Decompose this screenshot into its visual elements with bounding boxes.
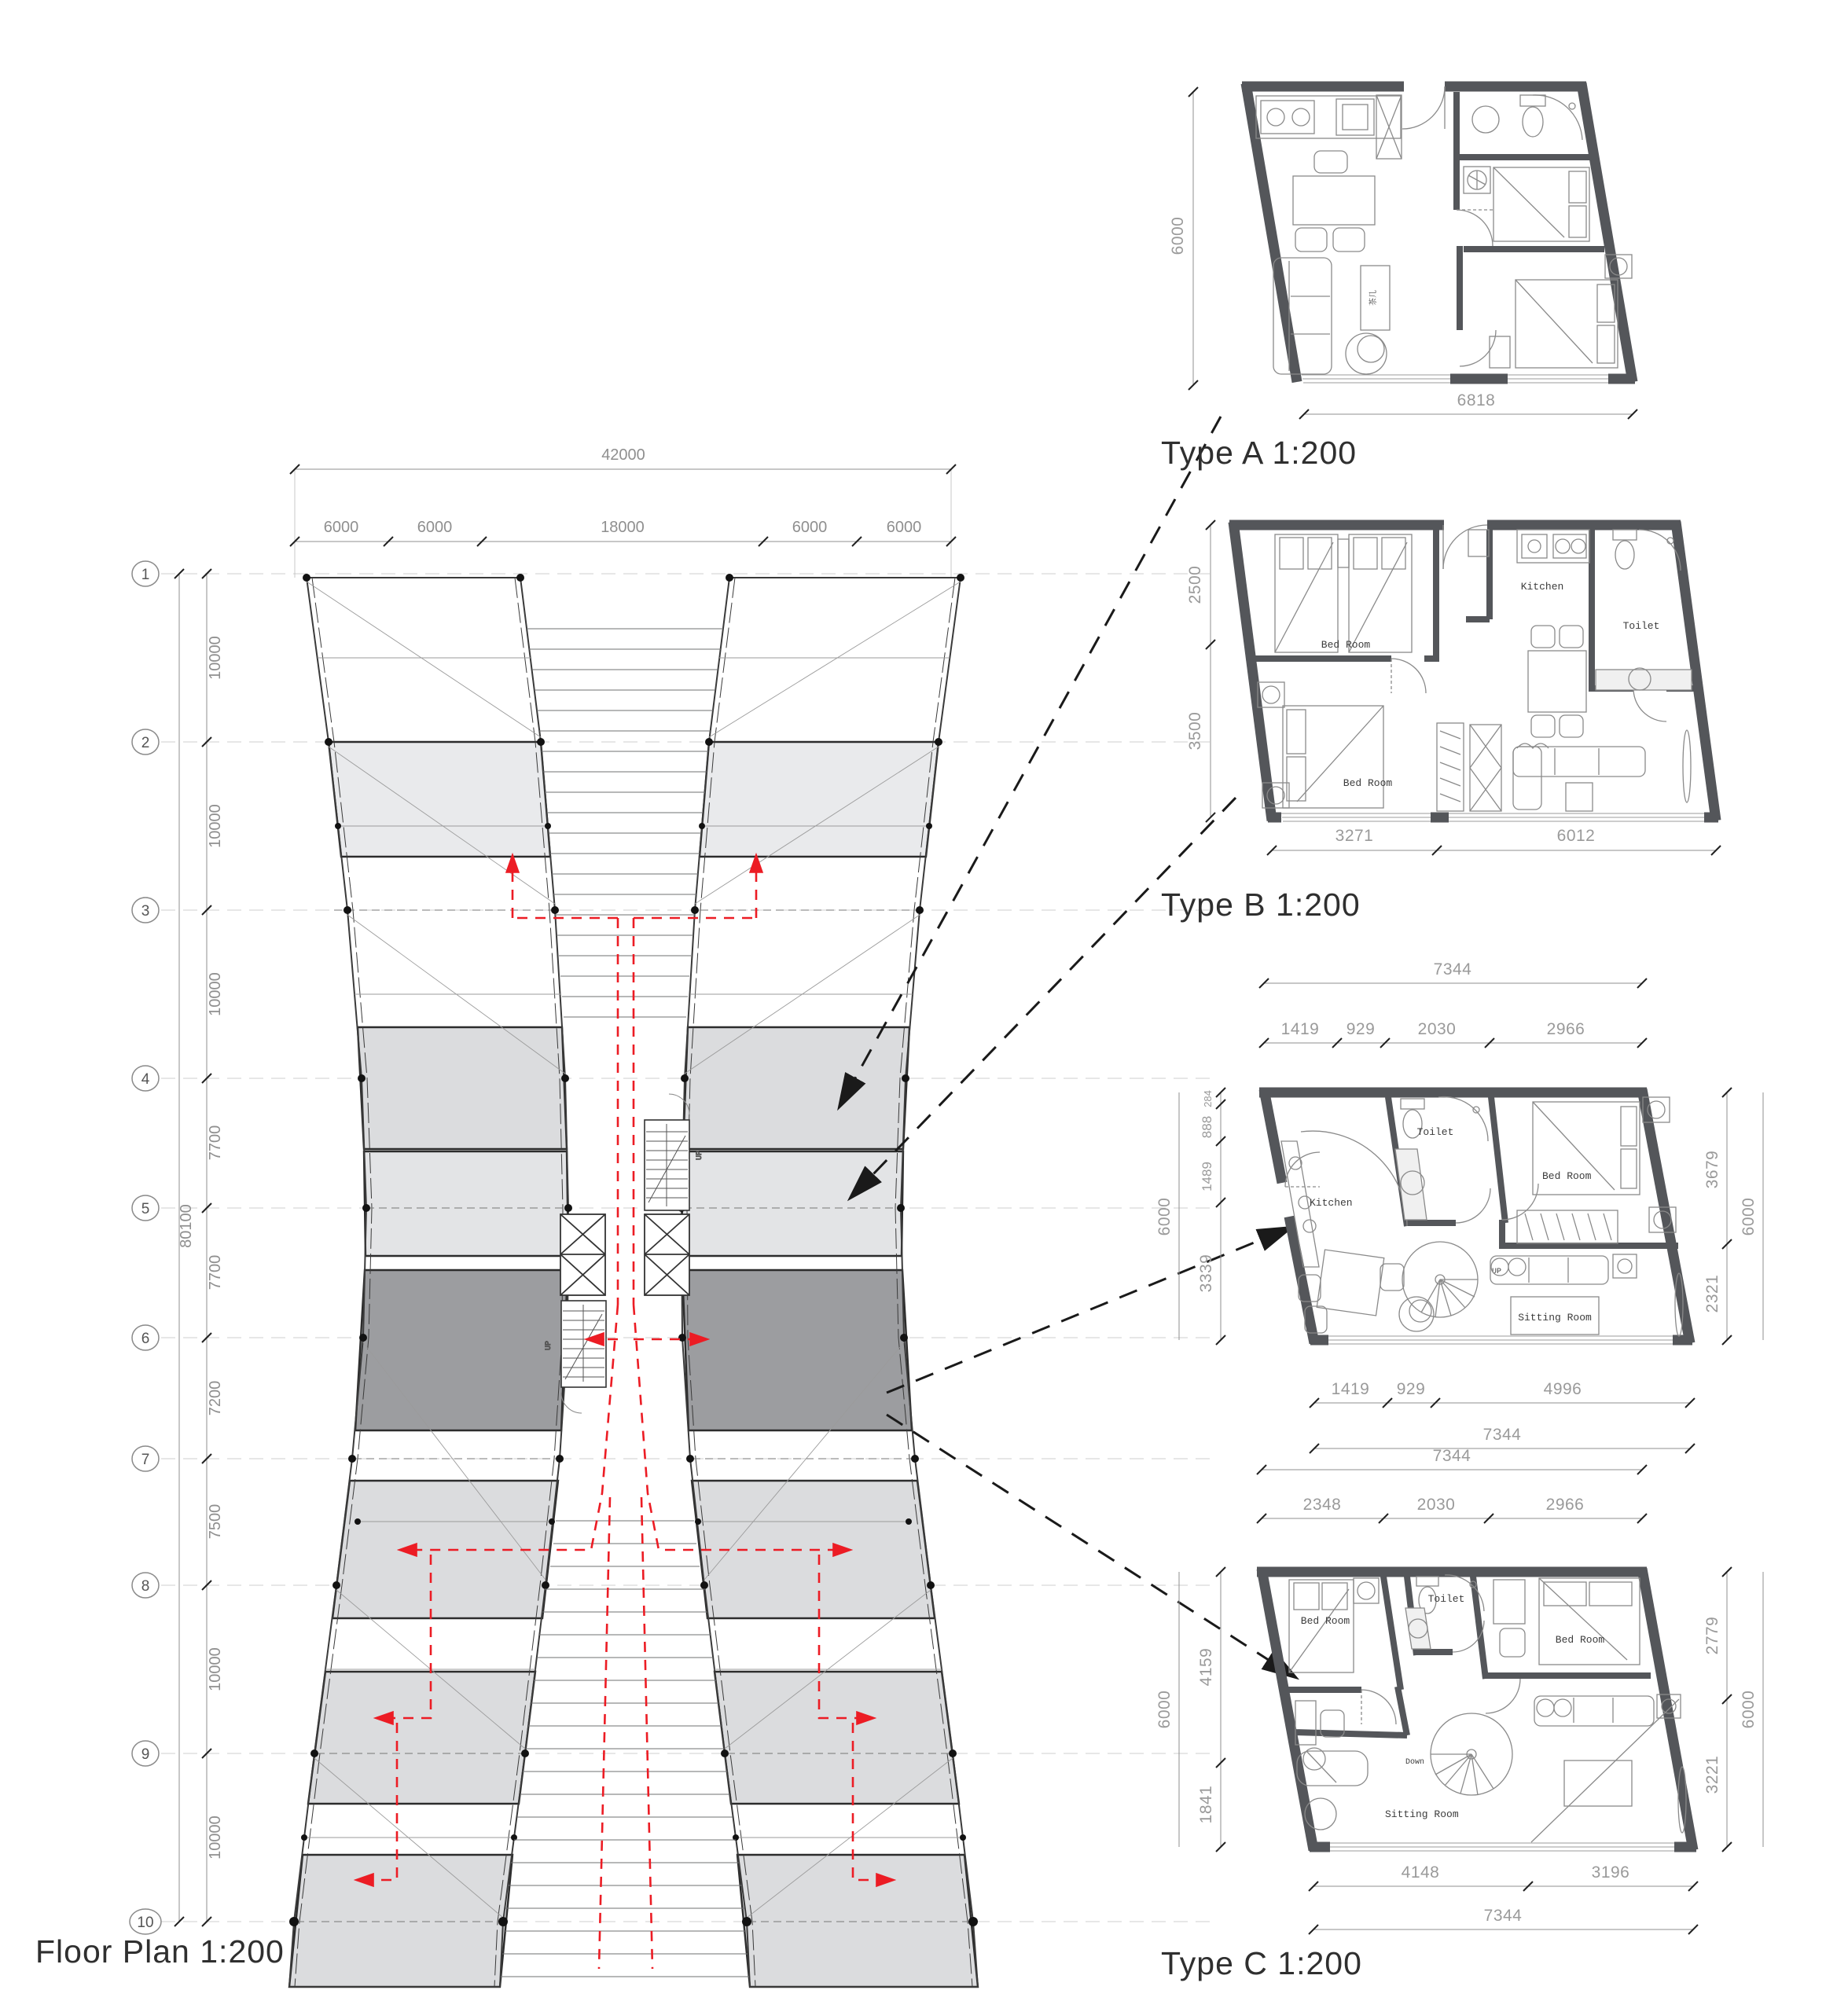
- dim-type-b: 3500: [1186, 711, 1204, 751]
- chair-icon: [1531, 715, 1555, 737]
- dim-c-upper: 7344: [1433, 960, 1472, 978]
- chair-icon: [1531, 626, 1555, 648]
- room-label: Bed Room: [1555, 1634, 1605, 1646]
- dim-c-upper: 284: [1202, 1090, 1214, 1107]
- floor-plan: [35, 417, 1295, 1987]
- dim-top: 6000: [886, 519, 922, 536]
- type-a-title: Type A 1:200: [1161, 435, 1358, 471]
- dim-top: 6000: [417, 519, 453, 536]
- dim-c-upper: 1419: [1280, 1020, 1320, 1038]
- type-a-walls: [1242, 83, 1635, 383]
- dim-c-lower: 2966: [1545, 1496, 1585, 1514]
- core-elevators: [560, 1214, 689, 1295]
- dim-c-upper: 6000: [1155, 1197, 1174, 1236]
- stove-burner-icon: [1292, 108, 1310, 126]
- room-label: Sitting Room: [1518, 1312, 1592, 1324]
- type-b-living: [1513, 730, 1691, 811]
- coffee-table-icon: [1564, 1760, 1632, 1806]
- dim-c-lower: 4148: [1401, 1863, 1440, 1882]
- type-c-title: Type C 1:200: [1161, 1945, 1362, 1981]
- grid-bubbles: [130, 561, 161, 1934]
- vanity-counter: [1596, 670, 1692, 690]
- toilet-icon: [1401, 1099, 1424, 1109]
- dark-unit-left: [355, 1270, 568, 1430]
- grid-label: 3: [141, 903, 150, 920]
- dim-c-lower: 3221: [1703, 1755, 1721, 1794]
- dim-c-upper: 929: [1346, 1020, 1376, 1038]
- room-label: Kitchen: [1520, 581, 1564, 593]
- vanity-counter: [1395, 1149, 1427, 1220]
- toilet-icon: [1520, 95, 1545, 106]
- shaft-icon: [1470, 725, 1501, 811]
- dim-c-lower: 7344: [1432, 1447, 1471, 1465]
- room-label: Bed Room: [1321, 639, 1371, 651]
- top-dimension-chain: [290, 446, 956, 578]
- dim-c-lower: 6000: [1740, 1690, 1758, 1729]
- dim-type-a-left: 6000: [1169, 216, 1187, 255]
- dim-c-upper: 1489: [1200, 1162, 1214, 1191]
- dim-c-lower: 6000: [1155, 1690, 1174, 1729]
- grid-label: 6: [141, 1331, 150, 1347]
- vanity-counter: [1405, 1608, 1431, 1649]
- dim-c-upper: 4996: [1543, 1380, 1582, 1398]
- dim-type-b: 6012: [1556, 827, 1596, 845]
- stove-burner-icon: [1303, 1220, 1316, 1232]
- side-table-icon: [1613, 1254, 1637, 1278]
- grid-label: 4: [141, 1071, 150, 1088]
- dim-left: 10000: [207, 1816, 224, 1860]
- sink-icon: [1289, 1157, 1302, 1169]
- dining-table-icon: [1293, 176, 1375, 225]
- type-b-bedroom-1: [1275, 534, 1412, 652]
- grid-label: 2: [141, 735, 150, 751]
- top-bridge-hatch: [527, 629, 723, 1017]
- chair-icon: [1560, 626, 1583, 648]
- grid-label: 10: [137, 1915, 154, 1931]
- dim-top: 6000: [792, 519, 828, 536]
- dim-top: 6000: [323, 519, 359, 536]
- floor-plan-title: Floor Plan 1:200: [35, 1933, 285, 1970]
- type-a-plan: [1161, 83, 1637, 471]
- dim-c-upper: 2966: [1546, 1020, 1585, 1038]
- chair-icon: [1333, 228, 1365, 252]
- sink-icon: [1522, 534, 1547, 558]
- dim-type-b: 3271: [1335, 827, 1374, 845]
- dim-overall-height: 80100: [178, 1204, 195, 1248]
- room-label: Bed Room: [1343, 777, 1393, 789]
- shower-icon: [1533, 95, 1582, 140]
- dim-c-upper: 929: [1396, 1380, 1426, 1398]
- type-c-upper-stair: [1402, 1242, 1478, 1317]
- dim-left: 10000: [207, 972, 224, 1016]
- sofa-icon: [1534, 1696, 1654, 1726]
- type-a-kitchen: [1256, 95, 1402, 159]
- papasan-chair-icon: [1399, 1297, 1434, 1331]
- shaded-units: [289, 742, 978, 1987]
- chair-icon: [1295, 228, 1327, 252]
- tv-icon: [1683, 730, 1691, 802]
- type-b-title: Type B 1:200: [1161, 887, 1361, 923]
- desk-icon: [1493, 1580, 1525, 1624]
- chair-icon: [1560, 715, 1583, 737]
- room-label: Kitchen: [1310, 1197, 1353, 1209]
- dim-c-lower: 2779: [1703, 1616, 1721, 1655]
- sofa-icon: [1513, 747, 1645, 777]
- dim-left: 7200: [207, 1380, 224, 1416]
- fridge-icon: [1468, 530, 1489, 556]
- bed-icon: [1493, 167, 1589, 241]
- room-label: Toilet: [1622, 620, 1660, 632]
- coffee-table-label: 茶几: [1370, 290, 1379, 306]
- dim-c-lower: 4159: [1197, 1647, 1215, 1687]
- type-a-bathroom: [1472, 95, 1582, 140]
- dim-left: 10000: [207, 636, 224, 680]
- stair-up-label: UP: [545, 1340, 553, 1351]
- cushion-icon: [1508, 1258, 1526, 1276]
- dim-type-b: 2500: [1186, 565, 1204, 604]
- dark-unit-right: [682, 1270, 912, 1430]
- chaise-icon: [1297, 1751, 1368, 1786]
- toilet-icon: [1416, 1577, 1438, 1586]
- dim-c-lower: 3196: [1591, 1863, 1630, 1882]
- coffee-table-icon: [1566, 783, 1593, 811]
- stair-down-label: Down: [1405, 1758, 1425, 1767]
- nightstand-icon: [1338, 539, 1349, 567]
- grid-label: 5: [141, 1201, 150, 1217]
- dim-overall-width: 42000: [601, 446, 645, 464]
- dim-left: 10000: [207, 804, 224, 848]
- dim-c-upper: 7344: [1482, 1426, 1522, 1444]
- bed-icon: [1516, 280, 1618, 368]
- dim-c-upper: 888: [1200, 1115, 1214, 1139]
- dim-left: 7500: [207, 1503, 224, 1540]
- grid-label: 7: [141, 1452, 150, 1468]
- dim-c-upper: 2321: [1703, 1274, 1721, 1313]
- type-b-closet: [1437, 723, 1501, 811]
- toilet-icon: [1613, 530, 1637, 540]
- chair-icon: [1314, 151, 1347, 173]
- desk-icon: [1295, 1701, 1316, 1745]
- room-label: Toilet: [1427, 1593, 1465, 1605]
- stair-up-label: UP: [1492, 1268, 1502, 1276]
- dim-c-lower: 1841: [1197, 1785, 1215, 1824]
- dim-left: 7700: [207, 1125, 224, 1161]
- leader-type-b: [851, 798, 1236, 1198]
- type-c-lower-bedroom-1: [1289, 1578, 1379, 1745]
- dim-left: 7700: [207, 1254, 224, 1291]
- room-label: Sitting Room: [1385, 1808, 1459, 1820]
- dining-table-icon: [1317, 1250, 1384, 1316]
- type-b-bedroom-2: [1258, 682, 1383, 808]
- type-c-upper-plan: [1155, 960, 1763, 1453]
- dim-c-upper: 3339: [1197, 1254, 1215, 1293]
- leader-type-c-lower: [887, 1415, 1295, 1677]
- type-a-bedroom-1: [1464, 167, 1589, 241]
- type-c-upper-kitchen: [1281, 1131, 1407, 1333]
- chair-icon: [1500, 1628, 1525, 1657]
- dim-top: 18000: [601, 519, 645, 536]
- dim-c-lower: 2030: [1416, 1496, 1456, 1514]
- nightstand-icon: [1490, 336, 1510, 368]
- dim-c-upper: 2030: [1417, 1020, 1457, 1038]
- grid-label: 9: [141, 1746, 150, 1763]
- room-label: Bed Room: [1542, 1170, 1592, 1182]
- type-c-lower-bedroom-2: [1493, 1578, 1640, 1665]
- type-c-upper-toilet: [1395, 1097, 1488, 1220]
- grid-label: 8: [141, 1578, 150, 1595]
- left-dimension-chain: [175, 569, 224, 1926]
- grid-label: 1: [141, 567, 150, 583]
- dim-c-upper: 3679: [1703, 1150, 1721, 1189]
- dim-c-upper: 1419: [1331, 1380, 1370, 1398]
- cushion-icon: [1554, 1699, 1571, 1716]
- stair-up-label: UP: [696, 1150, 704, 1161]
- type-c-lower-dims: [1155, 1447, 1763, 1934]
- dim-c-lower: 2348: [1302, 1496, 1342, 1514]
- type-c-lower-walls: [1257, 1569, 1696, 1851]
- chair-icon: [1380, 1264, 1404, 1291]
- dim-c-upper: 6000: [1740, 1197, 1758, 1236]
- type-c-lower-plan: [1155, 1447, 1763, 1981]
- type-c-upper-walls: [1259, 1089, 1692, 1344]
- type-c-lower-living: [1531, 1694, 1686, 1842]
- dim-left: 10000: [207, 1647, 224, 1691]
- type-c-upper-sitting: [1399, 1254, 1683, 1336]
- washbasin-icon: [1472, 106, 1499, 133]
- leader-type-c-upper: [887, 1228, 1291, 1393]
- type-b-plan: [1161, 520, 1721, 923]
- room-label: Toilet: [1416, 1126, 1454, 1138]
- room-label: Bed Room: [1300, 1615, 1350, 1627]
- type-c-lower-stair: [1431, 1713, 1512, 1795]
- type-b-toilet: [1596, 530, 1692, 690]
- dim-type-a-bottom: 6818: [1457, 391, 1496, 409]
- dining-table-icon: [1528, 651, 1586, 712]
- type-a-dims: [1169, 87, 1637, 419]
- stove-burner-icon: [1267, 108, 1284, 126]
- dim-c-lower: 7344: [1483, 1907, 1523, 1925]
- chaise-icon: [1513, 747, 1541, 810]
- cushion-icon: [1537, 1699, 1554, 1716]
- grid-bubble-labels: [137, 567, 153, 1931]
